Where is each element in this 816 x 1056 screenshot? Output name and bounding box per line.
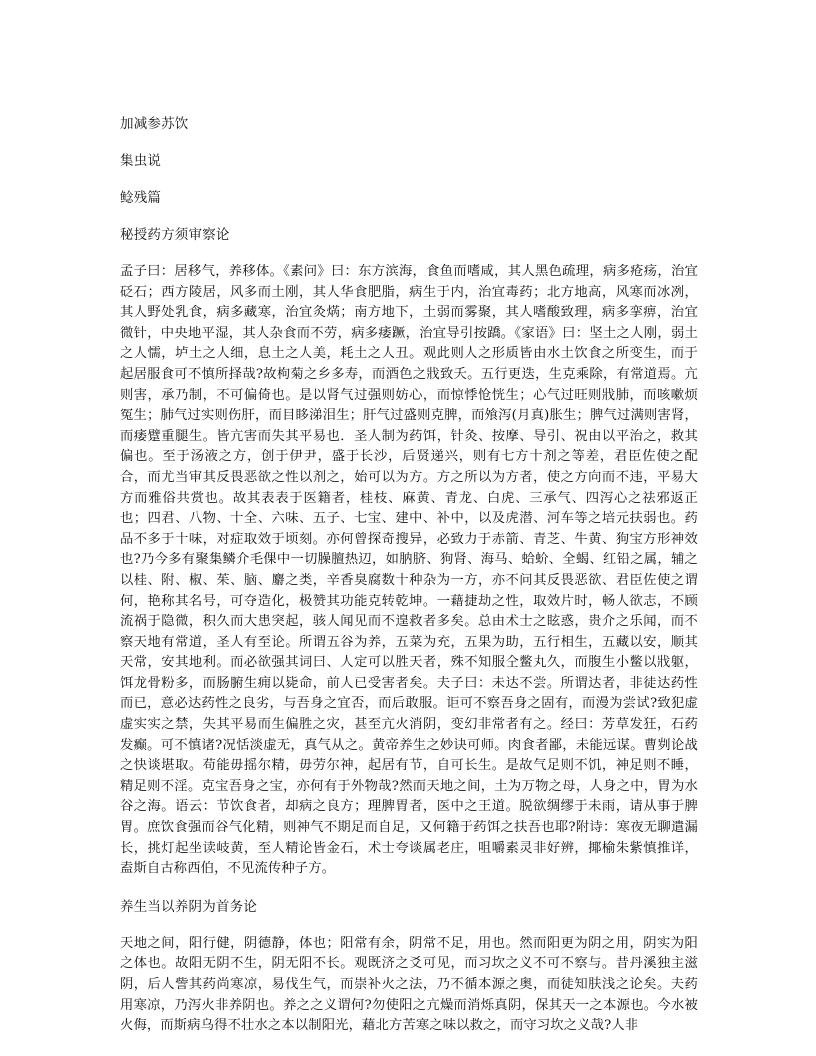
heading-nian-can-pian: 鲶残篇 (120, 190, 162, 206)
section-2-body: 天地之间，阳行健，阴德静，体也；阳常有余，阴常不足，用也。然而阳更为阴之用，阴实为阳之体也。故阳无阴不生，阴无阳不长。观既济之爻可见，而习坎之义不可不察与。昔丹溪独主滋阴，后人訾其药尚寒凉，易伐生气，而崇补火之法，乃不循本源之奥，而徒知肤浅之论矣。夫药用寒凉，乃泻火非养阴也。养之之义谓何?勿使阳之亢燥而消烁真阴，保其天一之本源也。今水被火侮，而斯病乌得不壮水之本以制阳光，藉北方苦寒之味以救之，而守习坎之义哉?人非 (120, 935, 698, 1034)
heading-nourish-yin: 养生当以养阴为首务论 (120, 898, 257, 915)
heading-jichong-shuo: 集虫说 (120, 153, 162, 169)
heading-secret-prescriptions: 秘授药方须审察论 (120, 227, 230, 243)
heading-jiajian-shensu-yin: 加减参苏饮 (120, 116, 189, 132)
section-1-body: 孟子曰：居移气，养移体。《素问》曰：东方滨海，食鱼而嗜咸，其人黑色疏理，病多疮疡，治宜砭石；西方陵居，风多而土刚，其人华食肥脂，病生于内，治宜毒药；北方地高，风寒而冰冽，其人野处乳食，病多藏寒，治宜灸焫；南方地下，土弱而雾聚，其人嗜酸致理，病多挛痹，治宜微针，中央地平湿，其人杂食而不劳，病多痿蹶，治宜导引按蹻。《家语》曰：坚土之人刚，弱土之人懦，垆土之人细，息土之人美，耗土之人丑。观此则人之形质皆由水土饮食之所变生，而于起居服食可不慎所择哉?故枸菊之乡多寿，而酒色之戕致夭。五行更迭，生克乘除，有常道焉。亢则害，承乃制，不可偏倚也。是以肾气过强则妨心，而惊悸怆恍生；心气过旺则戕肺，而咳嗽烦冤生；肺气过实则伤肝，而目眵涕泪生；肝气过盛则克脾，而飧泻(月真)胀生；脾气过满则害肾，而痿躄重腿生。皆亢害而失其平易也．圣人制为药饵，针灸、按摩、导引、祝由以平治之，救其偏也。至于汤液之方，创于伊尹，盛于长沙，后贤递兴，则有七方十剂之等差，君臣佐使之配合，而尤当审其反畏恶欲之性以剂之，始可以为方。方之所以为方者，使之方向而不违，平易大方而雅俗共赏也。故其表表于医籍者，桂枝、麻黄、青龙、白虎、三承气、四泻心之祛邪返正也；四君、八物、十全、六味、五子、七宝、建中、补中，以及虎潜、河车等之培元扶弱也。药品不多于十味，对症取效于顷刻。亦何曾探奇搜异，必致力于赤箭、青芝、牛黄、狗宝方形神效也?乃今多有聚集鳞介毛倮中一切臊膻热辺，如肭脐、狗肾、海马、蛤蚧、全蝎、红铅之属，辅之以桂、附、椒、茱、脑、麝之类，辛香臭腐数十种杂为一方，亦不问其反畏恶欲、君臣佐使之谓何，艳称其名号，可夺造化，极赞其功能克转乾坤。一藉捷劫之性，取效片时，畅人欲志，不顾流祸于隐微，积久而大患突起，骇人闻见而不遑救者多矣。总由术士之眩惑，贵介之乐闻，而不察天地有常道，圣人有至论。所谓五谷为养，五菜为充，五果为助，五行相生，五藏以安，顺其天常，安其地利。而必欲强其词曰、人定可以胜天者，殊不知服仝鳖丸久，而腹生小鳖以戕躯，饵龙骨粉多，而肠腑生痈以毙命，前人已受害者矣。夫子曰：未达不尝。所谓达者，非徒达药性而已，意必达药性之良劣，与吾身之宜否，而后敢服。讵可不察吾身之固有，而漫为尝试?致犯虚虚实实之禁，失其平易而生偏胜之灾，甚至亢火消阴，变幻非常者有之。经曰：芳草发狂，石药发癫。可不慎诸?况恬淡虚无，真气从之。黄帝养生之妙诀可师。肉食者鄙，未能远谋。曹刿论战之快谈堪取。苟能毋摇尔精，毋劳尔神，起居有节，自可长生。是故气足则不饥，神足则不睡，精足则不淫。克宝吾身之宝，亦何有于外物哉?然而天地之间，土为万物之母，人身之中，胃为水谷之海。语云：节饮食者，却病之良方；理脾胃者，医中之王道。脱欲绸缪于未雨，请从事于脾胃。庶饮食强而谷气化精，则神气不期足而自足，又何籍于药饵之扶吾也耶?附诗：寒夜无聊遣漏长，挑灯起坐读岐黄，至人精论皆金石，术士夸谈属老庄，咀嚼素灵非好辨，揶榆朱紫慎推详，盍斯自古称西伯，不见流传种子方。 (120, 264, 698, 877)
document-page (120, 114, 698, 1054)
